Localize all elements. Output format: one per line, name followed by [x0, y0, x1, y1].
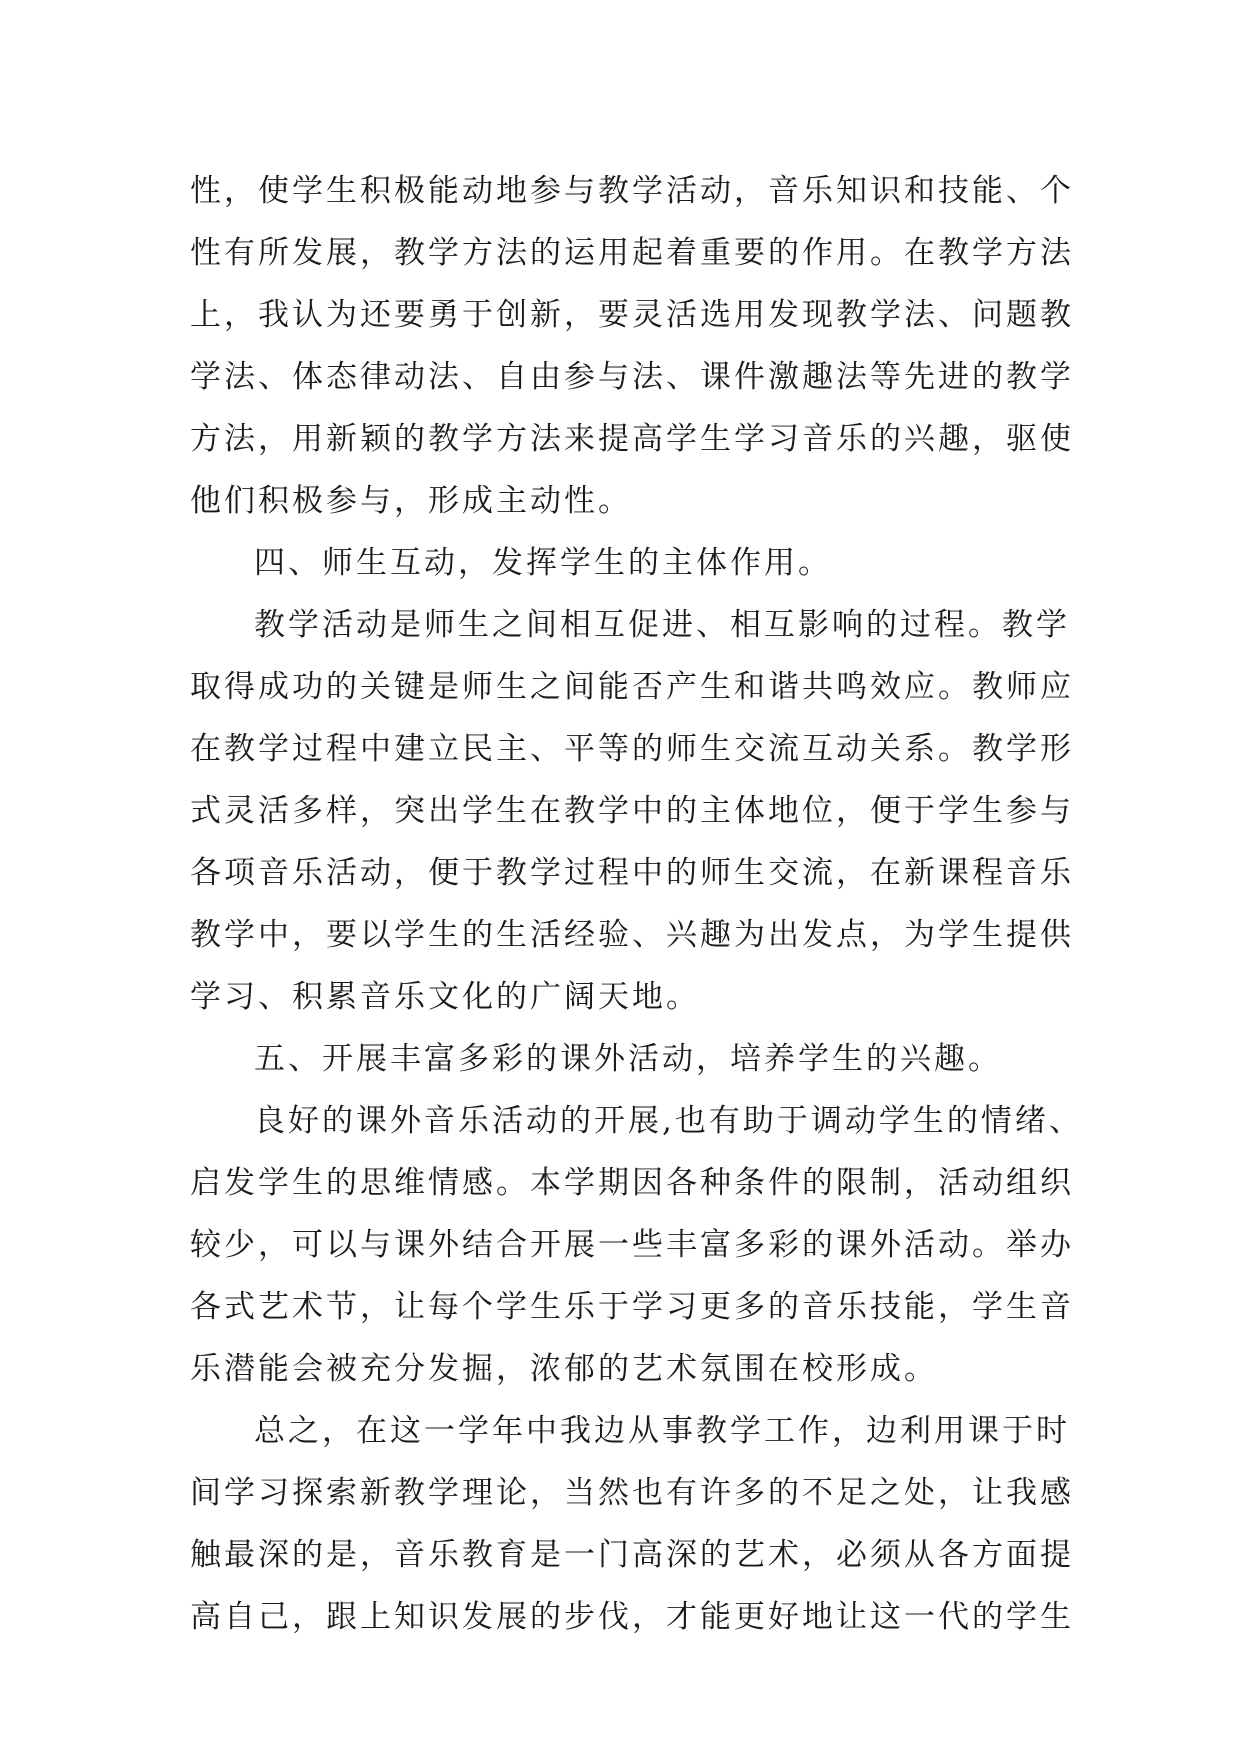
- text-line: 取得成功的关键是师生之间能否产生和谐共鸣效应。教师应: [190, 669, 1074, 705]
- text-line: 间学习探索新教学理论，当然也有许多的不足之处，让我感: [190, 1475, 1074, 1511]
- text-line: 各项音乐活动，便于教学过程中的师生交流，在新课程音乐: [190, 855, 1074, 891]
- text-line: 教学中，要以学生的生活经验、兴趣为出发点，为学生提供: [190, 917, 1074, 953]
- text-line: 他们积极参与，形成主动性。: [190, 483, 632, 519]
- text-line: 启发学生的思维情感。本学期因各种条件的限制，活动组织: [190, 1165, 1074, 1201]
- text-line: 较少，可以与课外结合开展一些丰富多彩的课外活动。举办: [190, 1227, 1074, 1263]
- document-body: [190, 160, 1083, 1648]
- text-line: 方法，用新颖的教学方法来提高学生学习音乐的兴趣，驱使: [190, 421, 1074, 457]
- text-line: 式灵活多样，突出学生在教学中的主体地位，便于学生参与: [190, 793, 1074, 829]
- text-line: 上，我认为还要勇于创新，要灵活选用发现教学法、问题教: [190, 297, 1074, 333]
- text-line: 学法、体态律动法、自由参与法、课件激趣法等先进的教学: [190, 359, 1074, 395]
- paragraph-start-line: 五、开展丰富多彩的课外活动，培养学生的兴趣。: [254, 1041, 1002, 1077]
- text-line: 性有所发展，教学方法的运用起着重要的作用。在教学方法: [190, 235, 1074, 271]
- text-line: 乐潜能会被充分发掘，浓郁的艺术氛围在校形成。: [190, 1351, 938, 1387]
- text-line: 学习、积累音乐文化的广阔天地。: [190, 979, 700, 1015]
- text-line: 性，使学生积极能动地参与教学活动，音乐知识和技能、个: [190, 173, 1074, 209]
- paragraph-start-line: 良好的课外音乐活动的开展,也有助于调动学生的情绪、: [254, 1103, 1083, 1139]
- paragraph-start-line: 总之，在这一学年中我边从事教学工作，边利用课于时: [254, 1413, 1070, 1449]
- text-line: 触最深的是，音乐教育是一门高深的艺术，必须从各方面提: [190, 1537, 1074, 1573]
- text-line: 高自己，跟上知识发展的步伐，才能更好地让这一代的学生: [190, 1599, 1074, 1635]
- paragraph-start-line: 四、师生互动，发挥学生的主体作用。: [254, 545, 832, 581]
- text-line: 在教学过程中建立民主、平等的师生交流互动关系。教学形: [190, 731, 1074, 767]
- paragraph-start-line: 教学活动是师生之间相互促进、相互影响的过程。教学: [254, 607, 1070, 643]
- text-line: 各式艺术节，让每个学生乐于学习更多的音乐技能，学生音: [190, 1289, 1074, 1325]
